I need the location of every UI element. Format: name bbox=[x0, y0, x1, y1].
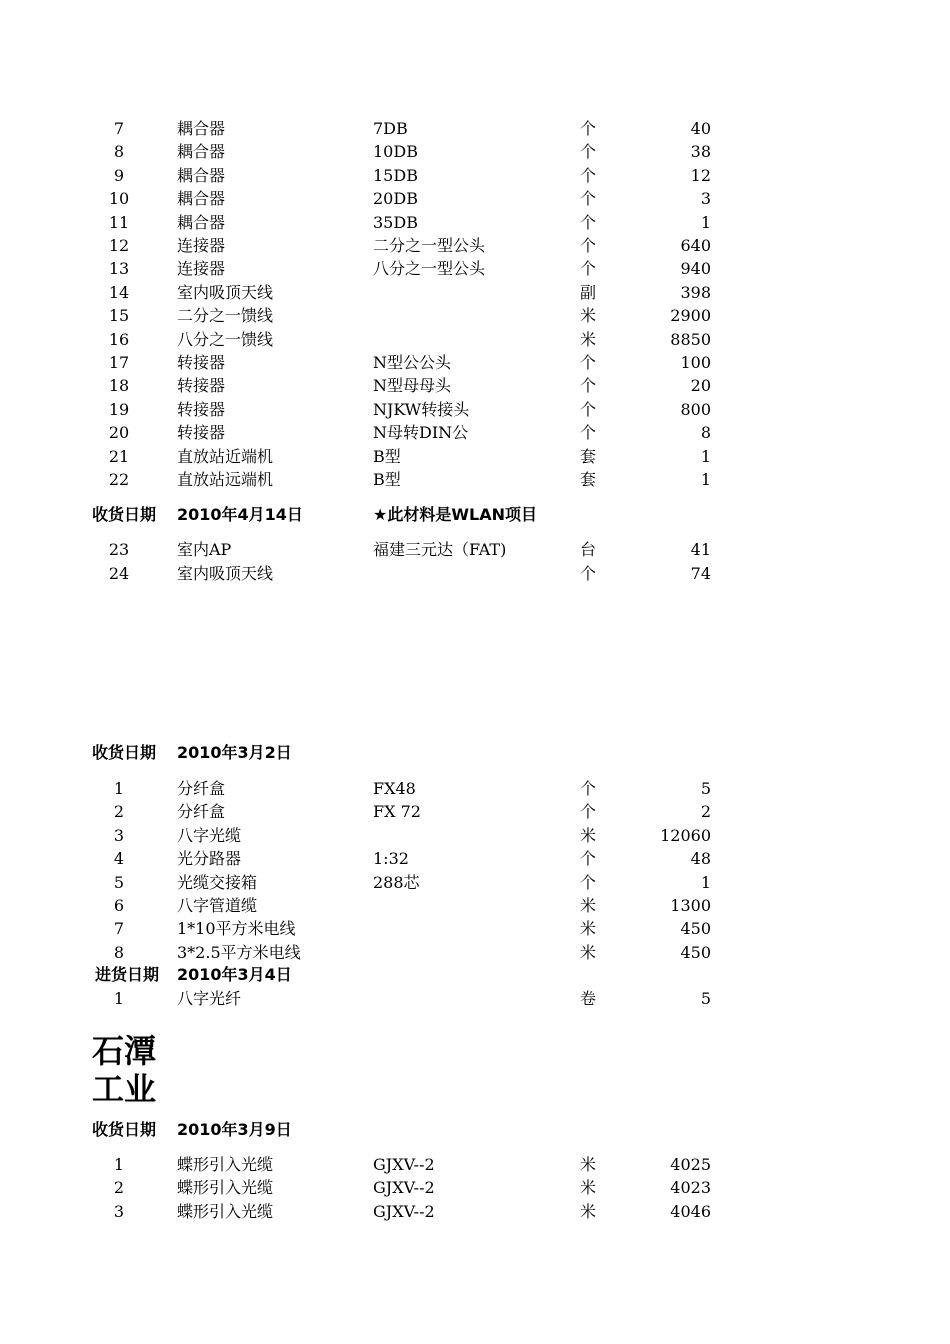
item-number: 17 bbox=[108, 353, 130, 372]
item-name: 蝶形引入光缆 bbox=[177, 1178, 274, 1198]
item-unit: 个 bbox=[580, 376, 597, 396]
item-spec: GJXV--2 bbox=[373, 1178, 435, 1198]
receipt-date-label: 收货日期 bbox=[92, 743, 157, 762]
purchase-date-value: 2010年3月4日 bbox=[177, 965, 292, 984]
item-spec: 10DB bbox=[373, 142, 418, 162]
item-quantity: 1 bbox=[700, 212, 711, 232]
item-name: 耦合器 bbox=[177, 212, 226, 232]
item-number: 9 bbox=[113, 165, 125, 185]
item-unit: 个 bbox=[580, 353, 597, 372]
receipt-date-label: 收货日期 bbox=[92, 505, 157, 524]
item-unit: 个 bbox=[580, 142, 597, 162]
item-name: 转接器 bbox=[177, 423, 226, 443]
item-unit: 米 bbox=[580, 329, 597, 349]
item-name: 二分之一馈线 bbox=[177, 306, 274, 326]
receipt-date-value: 2010年3月2日 bbox=[177, 743, 292, 762]
item-unit: 个 bbox=[580, 165, 597, 185]
item-spec: 15DB bbox=[373, 165, 418, 185]
item-spec: 1:32 bbox=[373, 849, 409, 869]
item-unit: 台 bbox=[580, 540, 597, 559]
item-unit: 米 bbox=[580, 1201, 597, 1221]
table-row bbox=[0, 351, 950, 374]
item-number: 22 bbox=[108, 470, 130, 489]
item-quantity: 8850 bbox=[670, 329, 711, 349]
item-spec: GJXV--2 bbox=[373, 1201, 435, 1221]
item-quantity: 800 bbox=[680, 399, 711, 419]
item-quantity: 450 bbox=[680, 919, 711, 939]
item-name: 光缆交接箱 bbox=[177, 872, 258, 892]
item-name: 蝶形引入光缆 bbox=[177, 1155, 274, 1174]
item-name: 1*10平方米电线 bbox=[177, 919, 296, 939]
table-row bbox=[0, 1153, 950, 1176]
table-row bbox=[0, 374, 950, 397]
table-row bbox=[0, 164, 950, 187]
table-row bbox=[0, 234, 950, 257]
item-unit: 米 bbox=[580, 942, 597, 962]
item-name: 转接器 bbox=[177, 353, 226, 372]
table-row bbox=[0, 987, 950, 1010]
table-row bbox=[0, 562, 950, 585]
item-name: 耦合器 bbox=[177, 165, 226, 185]
item-number: 11 bbox=[108, 212, 130, 232]
table-row bbox=[0, 421, 950, 444]
item-number: 3 bbox=[113, 825, 125, 845]
item-number: 20 bbox=[108, 423, 130, 443]
table-row bbox=[0, 824, 950, 847]
item-name: 直放站近端机 bbox=[177, 446, 274, 466]
table-row bbox=[0, 281, 950, 304]
table-row bbox=[0, 538, 950, 561]
item-unit: 个 bbox=[580, 236, 597, 255]
item-unit: 个 bbox=[580, 423, 597, 443]
item-name: 转接器 bbox=[177, 399, 226, 419]
item-quantity: 40 bbox=[690, 119, 711, 138]
purchase-date-label: 进货日期 bbox=[95, 965, 160, 984]
item-number: 1 bbox=[113, 989, 125, 1008]
item-quantity: 5 bbox=[700, 779, 711, 798]
item-spec: B型 bbox=[373, 446, 401, 466]
item-name: 连接器 bbox=[177, 236, 226, 255]
table-row bbox=[0, 941, 950, 964]
table-row bbox=[0, 1200, 950, 1223]
item-name: 室内吸顶天线 bbox=[177, 282, 274, 302]
item-number: 1 bbox=[113, 1155, 125, 1174]
table-row bbox=[0, 398, 950, 421]
item-number: 5 bbox=[113, 872, 125, 892]
item-spec: FX 72 bbox=[373, 802, 421, 822]
item-quantity: 38 bbox=[690, 142, 711, 162]
item-quantity: 48 bbox=[690, 849, 711, 869]
item-name: 蝶形引入光缆 bbox=[177, 1201, 274, 1221]
item-spec: N母转DIN公 bbox=[373, 423, 469, 443]
item-unit: 卷 bbox=[580, 989, 597, 1008]
item-unit: 个 bbox=[580, 872, 597, 892]
item-quantity: 74 bbox=[690, 563, 711, 583]
item-spec: NJKW转接头 bbox=[373, 399, 470, 419]
table-row bbox=[0, 257, 950, 280]
item-name: 耦合器 bbox=[177, 119, 226, 138]
item-name: 八字光纤 bbox=[177, 989, 242, 1008]
item-name: 八字管道缆 bbox=[177, 896, 258, 915]
item-quantity: 398 bbox=[680, 282, 711, 302]
item-spec: 福建三元达（FAT) bbox=[373, 540, 507, 559]
item-quantity: 12 bbox=[690, 165, 711, 185]
table-row bbox=[0, 847, 950, 870]
item-quantity: 640 bbox=[680, 236, 711, 255]
item-number: 8 bbox=[113, 942, 125, 962]
item-name: 八分之一馈线 bbox=[177, 329, 274, 349]
table-row bbox=[0, 1176, 950, 1199]
item-name: 转接器 bbox=[177, 376, 226, 396]
wlan-project-note: ★此材料是WLAN项目 bbox=[373, 505, 537, 524]
item-unit: 个 bbox=[580, 802, 597, 822]
item-name: 八字光缆 bbox=[177, 825, 242, 845]
item-name: 耦合器 bbox=[177, 142, 226, 162]
item-spec: 八分之一型公头 bbox=[373, 259, 486, 279]
item-number: 23 bbox=[108, 540, 130, 559]
item-unit: 米 bbox=[580, 1178, 597, 1198]
item-name: 直放站远端机 bbox=[177, 470, 274, 489]
item-quantity: 450 bbox=[680, 942, 711, 962]
item-number: 16 bbox=[108, 329, 130, 349]
receipt-date-value: 2010年4月14日 bbox=[177, 505, 303, 524]
site-title-line-1: 石潭 bbox=[92, 1032, 157, 1070]
item-quantity: 1 bbox=[700, 872, 711, 892]
item-number: 18 bbox=[108, 376, 130, 396]
item-quantity: 5 bbox=[700, 989, 711, 1008]
item-number: 24 bbox=[108, 563, 130, 583]
item-spec: N型公公头 bbox=[373, 353, 452, 372]
item-spec: B型 bbox=[373, 470, 401, 489]
table-row bbox=[0, 871, 950, 894]
item-quantity: 1300 bbox=[670, 896, 711, 915]
item-unit: 米 bbox=[580, 1155, 597, 1174]
item-quantity: 8 bbox=[700, 423, 711, 443]
item-quantity: 20 bbox=[690, 376, 711, 396]
item-number: 12 bbox=[108, 236, 130, 255]
item-number: 2 bbox=[113, 802, 125, 822]
item-quantity: 100 bbox=[680, 353, 711, 372]
item-unit: 米 bbox=[580, 896, 597, 915]
item-unit: 个 bbox=[580, 849, 597, 869]
table-row bbox=[0, 187, 950, 210]
item-number: 1 bbox=[113, 779, 125, 798]
table-row bbox=[0, 140, 950, 163]
table-row bbox=[0, 917, 950, 940]
item-number: 10 bbox=[108, 189, 130, 209]
item-quantity: 4025 bbox=[670, 1155, 711, 1174]
item-name: 分纤盒 bbox=[177, 802, 226, 822]
item-name: 连接器 bbox=[177, 259, 226, 279]
item-number: 14 bbox=[108, 282, 130, 302]
item-name: 分纤盒 bbox=[177, 779, 226, 798]
item-name: 室内AP bbox=[177, 540, 232, 559]
item-unit: 套 bbox=[580, 470, 597, 489]
table-row bbox=[0, 800, 950, 823]
item-number: 7 bbox=[113, 919, 125, 939]
item-number: 19 bbox=[108, 399, 130, 419]
item-unit: 副 bbox=[580, 282, 597, 302]
item-number: 6 bbox=[113, 896, 125, 915]
item-quantity: 4046 bbox=[670, 1201, 711, 1221]
item-spec: FX48 bbox=[373, 779, 416, 798]
item-number: 3 bbox=[113, 1201, 125, 1221]
item-quantity: 12060 bbox=[660, 825, 711, 845]
item-name: 室内吸顶天线 bbox=[177, 563, 274, 583]
item-spec: 二分之一型公头 bbox=[373, 236, 486, 255]
item-quantity: 41 bbox=[690, 540, 711, 559]
item-unit: 米 bbox=[580, 825, 597, 845]
table-row bbox=[0, 894, 950, 917]
item-number: 7 bbox=[113, 119, 125, 138]
site-title-line-2: 工业 bbox=[92, 1070, 157, 1108]
item-unit: 套 bbox=[580, 446, 597, 466]
table-row bbox=[0, 328, 950, 351]
table-row bbox=[0, 117, 950, 140]
receipt-date-label: 收货日期 bbox=[92, 1120, 157, 1139]
item-unit: 个 bbox=[580, 779, 597, 798]
table-row bbox=[0, 468, 950, 491]
item-spec: 7DB bbox=[373, 119, 408, 138]
item-spec: 35DB bbox=[373, 212, 418, 232]
item-number: 21 bbox=[108, 446, 130, 466]
item-unit: 个 bbox=[580, 399, 597, 419]
item-quantity: 1 bbox=[700, 470, 711, 489]
item-quantity: 4023 bbox=[670, 1178, 711, 1198]
item-quantity: 1 bbox=[700, 446, 711, 466]
item-spec: 20DB bbox=[373, 189, 418, 209]
table-row bbox=[0, 445, 950, 468]
item-unit: 个 bbox=[580, 212, 597, 232]
item-unit: 个 bbox=[580, 119, 597, 138]
item-unit: 个 bbox=[580, 189, 597, 209]
item-number: 8 bbox=[113, 142, 125, 162]
item-number: 2 bbox=[113, 1178, 125, 1198]
item-number: 15 bbox=[108, 306, 130, 326]
receipt-date-value: 2010年3月9日 bbox=[177, 1120, 292, 1139]
item-quantity: 2900 bbox=[670, 306, 711, 326]
item-spec: GJXV--2 bbox=[373, 1155, 435, 1174]
item-unit: 米 bbox=[580, 306, 597, 326]
item-name: 3*2.5平方米电线 bbox=[177, 942, 301, 962]
item-unit: 个 bbox=[580, 563, 597, 583]
item-unit: 个 bbox=[580, 259, 597, 279]
item-number: 13 bbox=[108, 259, 130, 279]
item-spec: N型母母头 bbox=[373, 376, 452, 396]
table-row bbox=[0, 304, 950, 327]
item-quantity: 3 bbox=[700, 189, 711, 209]
item-unit: 米 bbox=[580, 919, 597, 939]
item-number: 4 bbox=[113, 849, 125, 869]
item-quantity: 2 bbox=[700, 802, 711, 822]
item-spec: 288芯 bbox=[373, 872, 420, 892]
table-row bbox=[0, 777, 950, 800]
item-name: 耦合器 bbox=[177, 189, 226, 209]
item-quantity: 940 bbox=[680, 259, 711, 279]
item-name: 光分路器 bbox=[177, 849, 242, 869]
table-row bbox=[0, 211, 950, 234]
